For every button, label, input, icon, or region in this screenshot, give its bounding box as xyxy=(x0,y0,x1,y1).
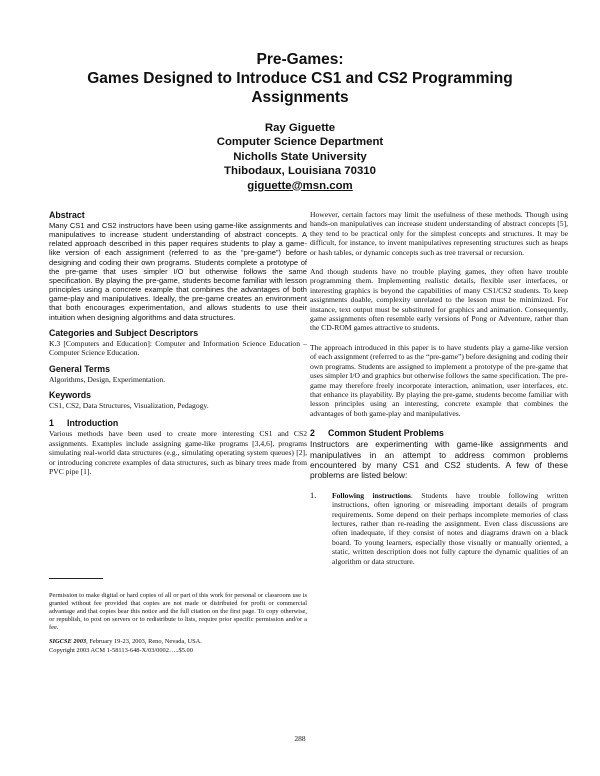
author-name: Ray Giguette xyxy=(264,122,336,134)
section-2-number: 2 xyxy=(310,428,315,439)
categories-heading: Categories and Subject Descriptors xyxy=(49,327,199,338)
author-city: Thibodaux, Louisiana 70310 xyxy=(224,165,376,178)
intro-heading xyxy=(49,418,307,429)
right-paragraph-1: However, certain factors may limit the usefulness of these methods. Though using hands-on manipulatives can increase student understanding of abstract concepts [5], they tend to be practical only for the simplest concepts and structures. It may be difficult, for instance, to invent manipulatives representing structures such as heaps or hash tables, or dynamic concepts such as tree traversal or recursion. xyxy=(310,210,568,257)
list-item-following-instructions xyxy=(310,491,568,566)
right-paragraph-3: The approach introduced in this paper is to have students play a game-like version of each assignment (referred to as the “pre-game”) before designing and coding their own programs. Students are assigned to implement a prototype of the pre-game that uses simpler I/O and graphics but otherwise follows the same specification. The pre-game may therefore freely incorporate interaction, animation, user interfaces, etc. that enhance its playability. By playing the pre-game, students become familiar with lesson principles using an interesting, concrete example that combines the advantages of both game-play and manipulatives. xyxy=(310,342,568,418)
right-column xyxy=(310,210,568,566)
title-line-2: Games Designed to Introduce CS1 and CS2 Programming xyxy=(87,70,513,87)
abstract-text: Many CS1 and CS2 instructors have been using game-like assignments and manipulatives to increase student understanding of abstract concepts. A related approach described in this paper requires students to play a game-like version of each assignment (referred to as the “pre-game”) before designing and coding their own programs. Students complete a prototype of the pre-game that uses simpler I/O but otherwise follows the same specification. By playing the pre-game, students become familiar with lesson principles using a concrete example that combines the advantages of both game-play and manipulatives. Ideally, the pre-game creates an environment that both encourages experimentation, and allows students to use their intuition when designing algorithms and data structures. xyxy=(49,221,307,322)
paper-title xyxy=(0,50,600,107)
author-university: Nicholls State University xyxy=(233,150,367,163)
title-line-1: Pre-Games: xyxy=(256,51,344,68)
list-item-heading: Following instructions xyxy=(332,490,411,500)
page-number: 288 xyxy=(294,734,306,743)
copyright-footnote xyxy=(49,578,307,655)
left-column xyxy=(49,210,307,476)
categories-text: K.3 [Computers and Education]: Computer and Information Science Education – Computer Science Education. xyxy=(49,338,307,358)
list-item-body: . Students have trouble following written instructions, often ignoring or misreading important details of program requirements. Some depend on their perhaps incomplete memories of class lectures, rather than re-reading the assignment. Even class discussions are often inadequate, if they consist of notes and diagrams drawn on a black board. To young learners, especially those visually or manually oriented, a static, written description does not fully capture the dynamic qualities of an algorithm or data structure. xyxy=(332,490,568,566)
conference-info xyxy=(49,638,307,646)
intro-section-number: 1 xyxy=(49,418,54,429)
intro-text: Various methods have been used to create more interesting CS1 and CS2 assignments. Examples include assigning game-like programs [3,4,6], programs simulating real-world data structures (e.g., simulating operating system queues) [2], or introducing concrete examples of data structures, such as binary trees made from PVC pipe [1]. xyxy=(49,429,307,476)
general-terms-text: Algorithms, Design, Experimentation. xyxy=(49,374,166,384)
intro-heading-text: Introduction xyxy=(67,418,119,429)
footnote-rule xyxy=(49,578,103,579)
section-2-text: Instructors are experimenting with game-like assignments and manipulatives in an attempt to address common problems encountered by many CS1 and CS2 students. A few of these problems are listed below: xyxy=(310,439,568,481)
title-line-3: Assignments xyxy=(251,89,349,106)
keywords-text: CS1, CS2, Data Structures, Visualization, Pedagogy. xyxy=(49,400,209,410)
section-2-heading-text: Common Student Problems xyxy=(328,428,444,439)
list-item-number: 1. xyxy=(310,490,317,500)
conference-name: SIGCSE 2003 xyxy=(49,638,87,646)
general-terms-heading: General Terms xyxy=(49,363,110,374)
conference-details: , February 19-23, 2003, Reno, Nevada, USA. xyxy=(86,638,202,646)
author-block xyxy=(0,121,600,193)
author-email[interactable]: giguette@msn.com xyxy=(247,179,353,192)
list-item-text xyxy=(332,491,568,566)
permission-notice: Permission to make digital or hard copies of all or part of this work for personal or classroom use is granted without fee provided that copies are not made or distributed for profit or commercial advantage and that copies bear this notice and the full citation on the first page. To copy otherwise, or republish, to post on servers or to redistribute to lists, require prior specific permission and/or a fee. xyxy=(49,592,307,632)
copyright-line: Copyright 2003 ACM 1-58113-648-X/03/0002…..$5.00 xyxy=(49,646,193,654)
keywords-heading: Keywords xyxy=(49,389,92,400)
abstract-heading: Abstract xyxy=(49,210,85,220)
right-paragraph-2: And though students have no trouble playing games, they often have trouble programming them. Implementing realistic details, flexible user interfaces, or interesting graphics is beyond the capabilities of many CS1/CS2 students. To keep assignments doable, complexity unrelated to the lesson must be minimized. For instance, text output must be substituted for graphics and animation. Consequently, game assignments often resemble early versions of Pong or Adventure, rather than the CD-ROM games attractive to students. xyxy=(310,267,568,333)
section-2-heading xyxy=(310,428,568,439)
author-dept: Computer Science Department xyxy=(216,136,384,149)
